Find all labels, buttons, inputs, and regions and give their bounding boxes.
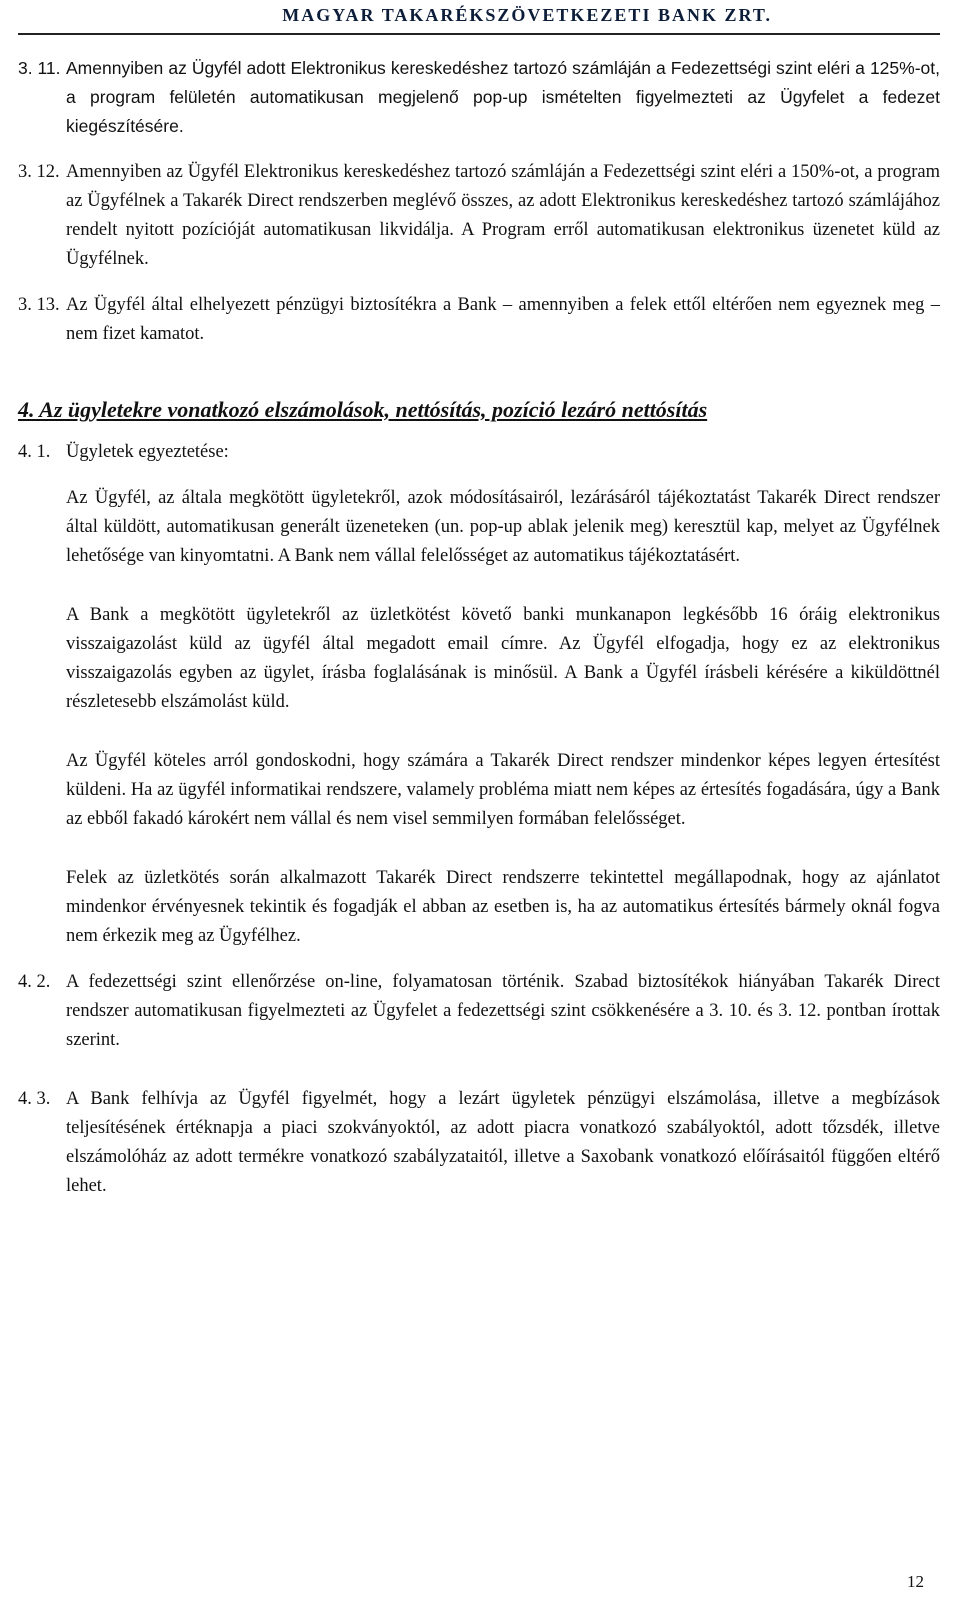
header-rule: [18, 33, 940, 35]
paragraph-3-11: [18, 54, 940, 141]
section-4-title: 4. Az ügyletekre vonatkozó elszámolások, nettósítás, pozíció lezáró nettósítás: [18, 397, 708, 422]
paragraph-4-3: [18, 1085, 940, 1201]
subsection-4-1-paragraph: Az Ügyfél köteles arról gondoskodni, hogy számára a Takarék Direct rendszer mindenkor képes legyen értesítést küldeni. Ha az ügyfél informatikai rendszere, valamely probléma miatt nem képes az értesítés fogadására, úgy a Bank az ebből fakadó károkért nem vállal és nem visel semmilyen formában felelősséget.: [66, 751, 940, 829]
paragraph-text: Amennyiben az Ügyfél Elektronikus kereskedéshez tartozó számláján a Fedezettségi szint eléri a 150%-ot, a program az Ügyfélnek a Takarék Direct rendszerben meglévő összes, az adott Elektronikus kereskedéshez tartozó számlájához rendelt nyitott pozícióját automatikusan likvidálja. A Program erről automatikusan elektronikus üzenetet küld az Ügyfélnek.: [66, 162, 940, 269]
paragraph-text: Amennyiben az Ügyfél adott Elektronikus kereskedéshez tartozó számláján a Fedezettségi szint eléri a 125%-ot, a program felületén automatikusan megjelenő pop-up ismételten figyelmezteti az Ügyfelet a fedezet kiegészítésére.: [66, 58, 940, 136]
paragraph-number: 3. 12.: [18, 162, 60, 182]
subsection-4-1-paragraph: A Bank a megkötött ügyletekről az üzletkötést követő banki munkanapon legkésőbb 16 óráig elektronikus visszaigazolást küld az ügyfél által megadott email címre. Az Ügyfél elfogadja, hogy ez az elektronikus visszaigazolás egyben az ügylet, írásba foglalásának is minősül. A Bank a Ügyfél írásbeli kérésére a kiküldöttnél részletesebb elszámolást küld.: [66, 605, 940, 712]
paragraph-number: 4. 2.: [18, 972, 51, 992]
paragraph-number: 4. 3.: [18, 1089, 51, 1109]
subsection-4-1-paragraph: Az Ügyfél, az általa megkötött ügyletekről, azok módosításairól, lezárásáról tájékoztatást Takarék Direct rendszer által küldött, automatikusan generált üzeneteken (un. pop-up ablak jelenik meg) keresztül kap, melyet az Ügyfélnek lehetősége van kinyomtatni. A Bank nem vállal felelősséget az automatikus tájékoztatásért.: [66, 488, 940, 566]
paragraph-text: Az Ügyfél által elhelyezett pénzügyi biztosítékra a Bank – amennyiben a felek ettől eltérően nem egyeznek meg – nem fizet kamatot.: [66, 295, 940, 344]
subsection-4-1-heading: [18, 438, 940, 467]
paragraph-3-13: [18, 291, 940, 349]
subsection-heading: Ügyletek egyeztetése:: [66, 442, 229, 462]
paragraph-number: 3. 11.: [18, 58, 61, 78]
page-header-title: MAGYAR TAKARÉKSZÖVETKEZETI BANK ZRT.: [282, 5, 772, 25]
paragraph-number: 3. 13.: [18, 295, 60, 315]
paragraph-4-2: [18, 968, 940, 1055]
subsection-4-1-paragraph: Felek az üzletkötés során alkalmazott Takarék Direct rendszerre tekintettel megállapodnak, hogy az ajánlatot mindenkor érvényesnek tekintik és fogadják el abban az esetben is, ha az automatikus értesítés bármely oknál fogva nem érkezik meg az Ügyfélhez.: [66, 868, 940, 946]
paragraph-text: A Bank felhívja az Ügyfél figyelmét, hogy a lezárt ügyletek pénzügyi elszámolása, illetve a megbízások teljesítésének értéknapja a piaci szokványoktól, az adott piacra vonatkozó szabályoktól, adott tőzsdék, illetve elszámolóház az adott termékre vonatkozó szabályzataitól, illetve a Saxobank vonatkozó előírásaitól függően eltérő lehet.: [66, 1089, 940, 1196]
paragraph-3-12: [18, 158, 940, 274]
document-body: [18, 54, 940, 1218]
page-number: 12: [907, 1572, 924, 1591]
subsection-number: 4. 1.: [18, 442, 51, 462]
paragraph-text: A fedezettségi szint ellenőrzése on-line, folyamatosan történik. Szabad biztosítékok hiányában Takarék Direct rendszer automatikusan figyelmezteti az Ügyfelet a fedezettségi szint csökkenésére a 3. 10. és 3. 12. pontban írottak szerint.: [66, 972, 940, 1050]
